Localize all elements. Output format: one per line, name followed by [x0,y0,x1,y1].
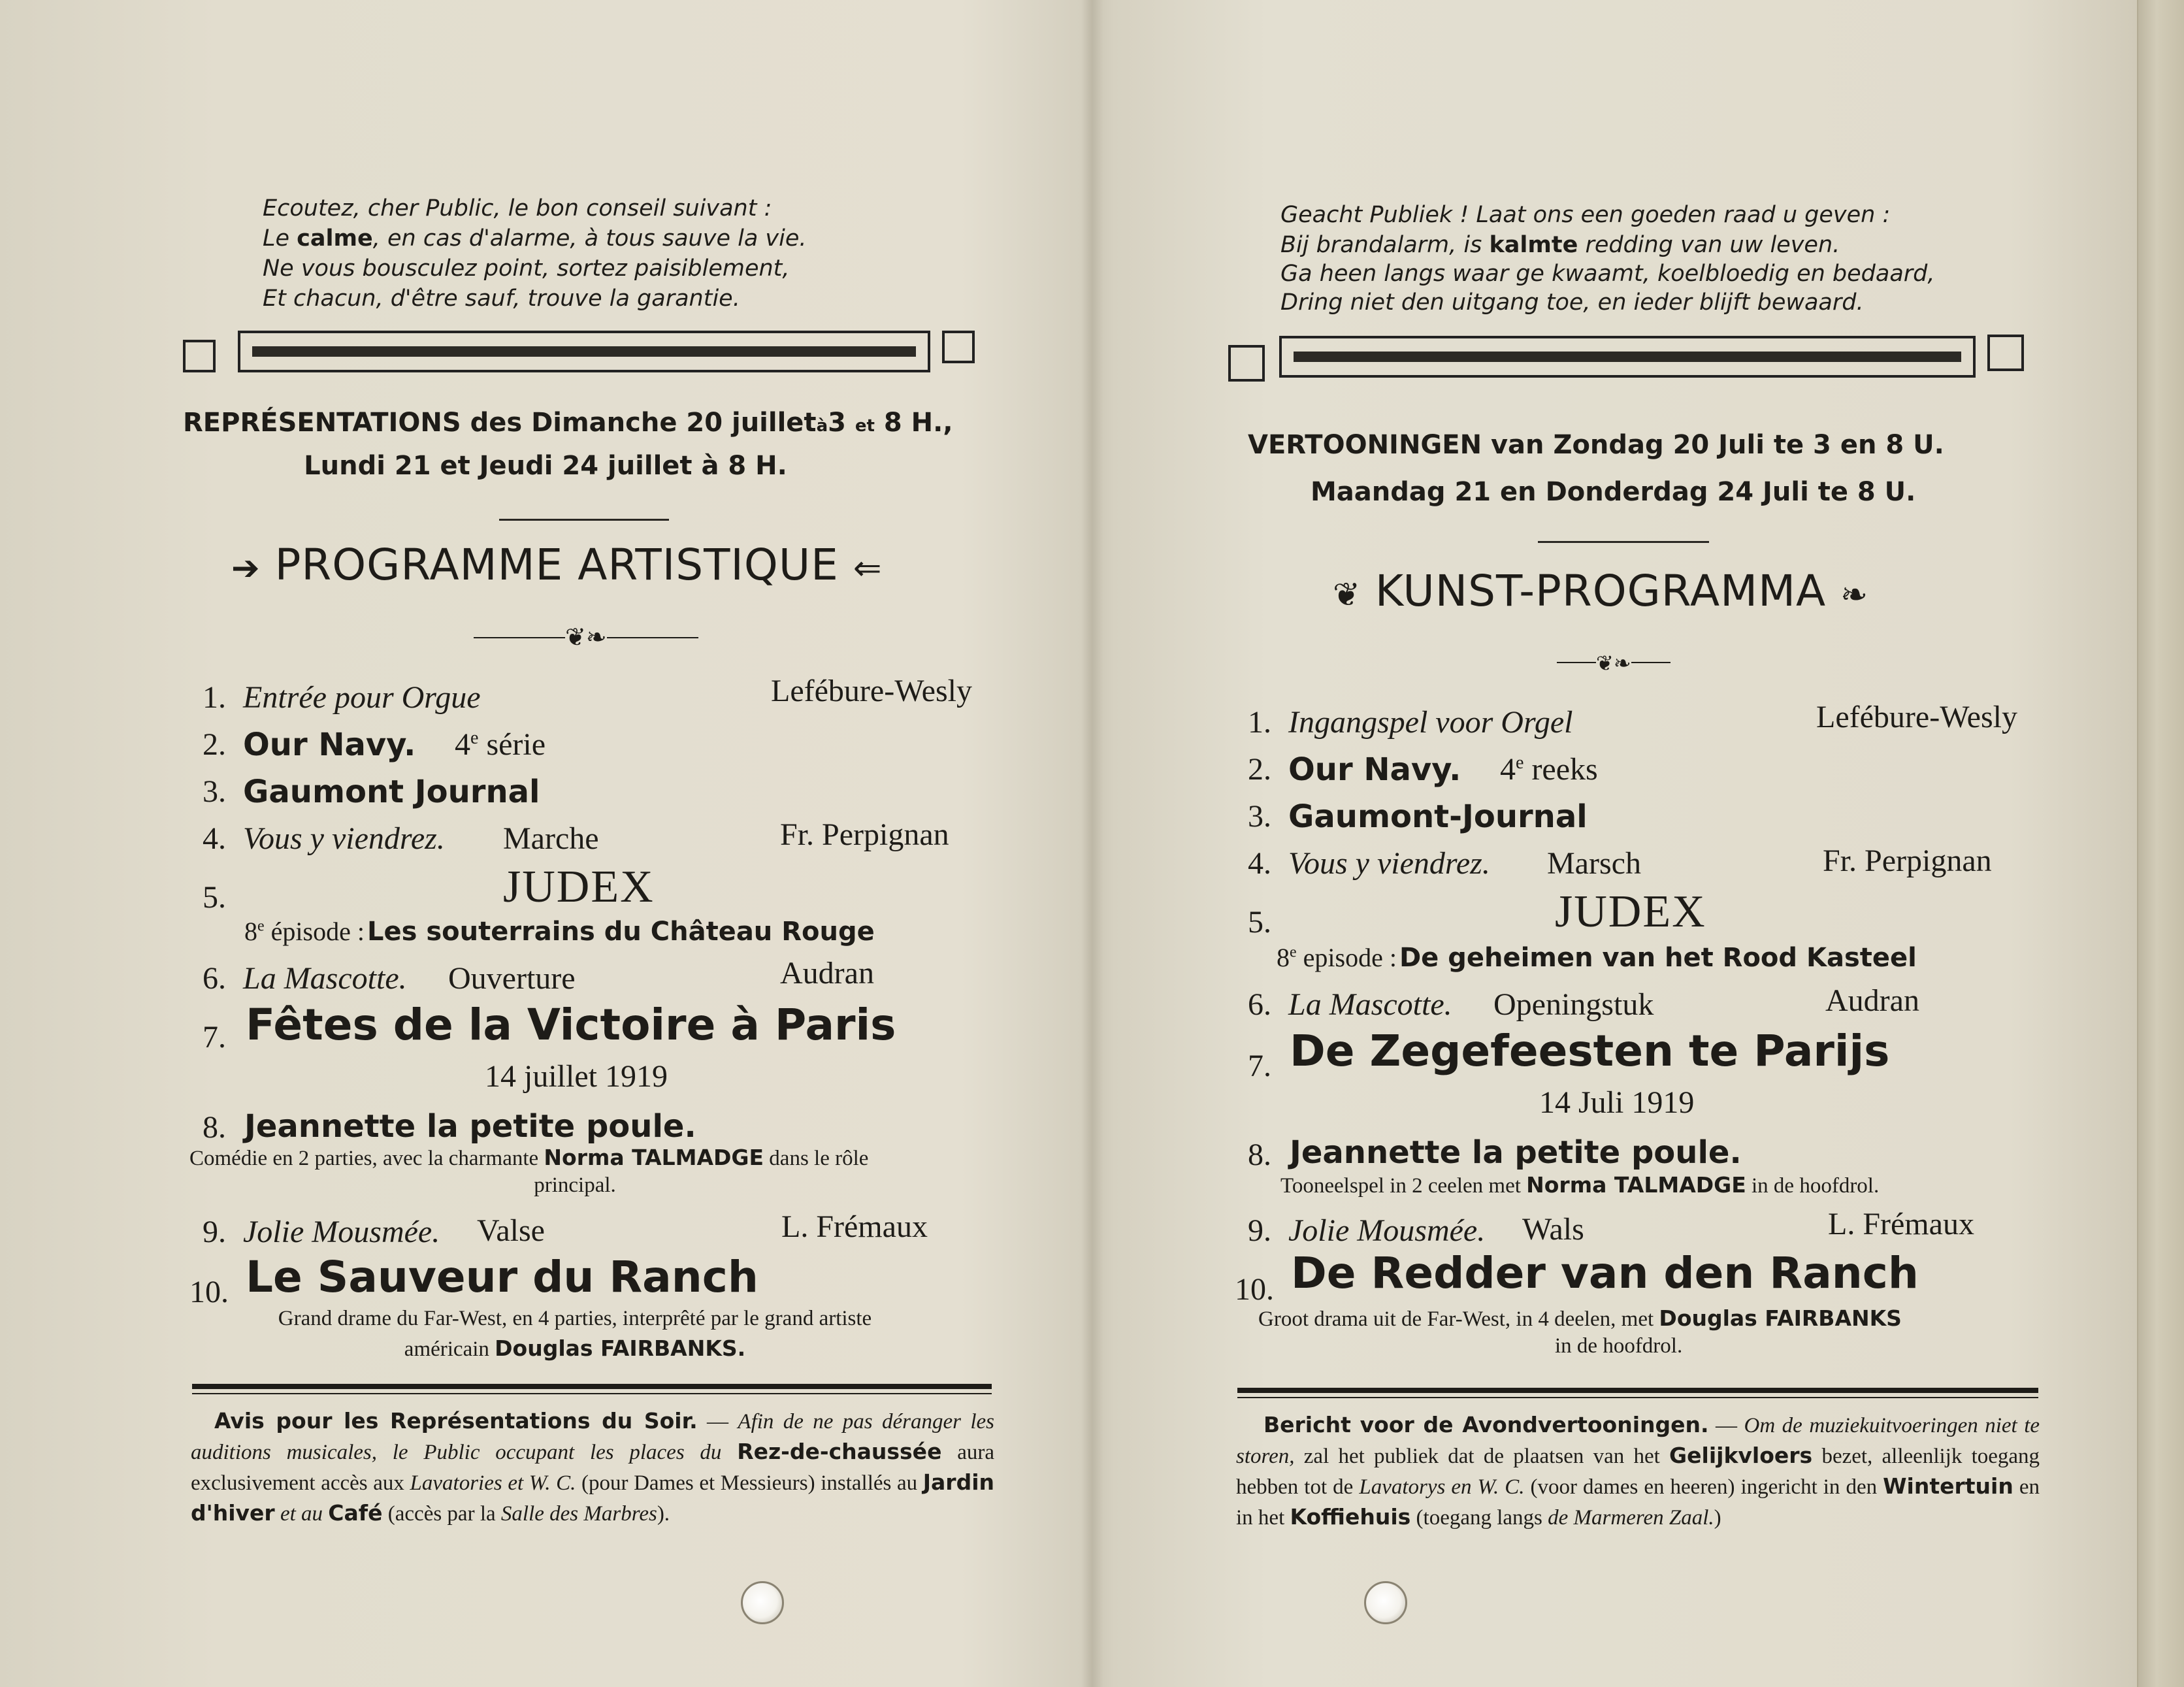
rule-thick [192,1384,992,1389]
item-number: 3. [1248,799,1271,834]
dutch-page [1222,0,2051,1687]
frame-bar [238,331,930,372]
item-title: Ingangspel voor Orgel [1288,705,1573,740]
item-composer: L. Frémaux [1828,1207,1974,1241]
frame-square-right [942,331,975,363]
performances-heading-line-2: Maandag 21 en Donderdag 24 Juli te 8 U. [1311,477,1916,507]
frame-square-left [183,340,216,372]
frame-square-right [1987,335,2024,371]
item-number: 4. [1248,846,1271,881]
performances-heading-line-1: VERTOONINGEN van Zondag 20 Juli te 3 en 8 U. [1248,430,1944,460]
item-detail: 4e reeks [1500,752,1598,787]
poem-line-1: Geacht Publiek ! Laat ons een goeden raad u geven : [1280,202,1891,228]
item-title: Gaumont-Journal [1288,798,1588,835]
item-title: De Zegefeesten te Parijs [1290,1026,1890,1076]
item-number: 7. [1248,1049,1271,1083]
item-detail: Marche [503,821,599,856]
item-detail: Valse [477,1213,545,1248]
item-composer: Audran [780,956,874,991]
item-title: Jeannette la petite poule. [244,1108,696,1145]
item-detail: Wals [1522,1212,1584,1247]
item-number: 5. [203,880,226,915]
poem-line-4: Dring niet den uitgang toe, en ieder blijft bewaard. [1280,289,1864,316]
item-composer: Lefébure-Wesly [1816,700,2017,734]
item-description-line-2: in de hoofdrol. [1555,1334,1683,1358]
item-title: Jolie Mousmée. [243,1215,440,1249]
item-title: Jolie Mousmée. [1288,1213,1486,1248]
poem-line-1: Ecoutez, cher Public, le bon conseil suivant : [263,195,772,221]
frame-square-left [1228,345,1265,382]
ornament-divider: ❦❧ [1557,644,1671,678]
item-description: Tooneelspel in 2 ceelen met Norma TALMADGE in de hoofdrol. [1280,1172,1880,1198]
item-composer: Fr. Perpignan [1823,844,1992,878]
item-detail: Marsch [1547,846,1641,881]
item-number: 3. [203,774,226,809]
ornament-divider: ❦❧ [474,619,698,653]
evening-notice: Bericht voor de Avondvertooningen. — Om de muziekuitvoeringen niet te storen, zal het publiek dat de plaatsen van het Gelijkvloers bezet, alleenlijk toegang hebben tot de Lavatorys en W. C. (voor dames en heeren) ingericht in den Wintertuin en in het Koffiehuis (toegang langs de Marmeren Zaal.) [1236,1412,2040,1530]
item-composer: L. Frémaux [781,1209,928,1244]
french-page [170,0,1026,1687]
item-number: 1. [203,680,226,715]
item-composer: Audran [1825,983,1919,1018]
item-number: 10. [189,1275,229,1309]
poem-line-3: Ne vous bousculez point, sortez paisiblement, [263,255,790,282]
item-title: La Mascotte. [1288,987,1452,1022]
item-title: JUDEX [1555,887,1706,937]
item-title: Our Navy. [1288,751,1461,788]
arrow-right-icon: ➔ [231,549,261,588]
item-title: Gaumont Journal [243,774,540,810]
short-separator [499,519,669,521]
item-number: 4. [203,821,226,856]
arrow-left-icon: ⇐ [853,549,883,588]
poem-line-3: Ga heen langs waar ge kwaamt, koelbloedig en bedaard, [1280,261,1935,287]
item-title: Le Sauveur du Ranch [246,1252,758,1302]
item-date: 14 Juli 1919 [1539,1085,1695,1120]
performances-heading-line-2: Lundi 21 et Jeudi 24 juillet à 8 H. [304,451,787,481]
item-number: 8. [1248,1138,1271,1172]
item-description-line-2: principal. [534,1173,616,1197]
item-title: Our Navy. [243,727,416,763]
episode-line: 8e episode : De geheimen van het Rood Kasteel [1277,943,1917,973]
programme-title: ➔ PROGRAMME ARTISTIQUE ⇐ [231,540,883,590]
item-number: 6. [1248,987,1271,1022]
item-title: De Redder van den Ranch [1291,1248,1919,1298]
item-title: La Mascotte. [243,961,407,996]
item-title: Entrée pour Orgue [243,680,481,715]
item-title: Vous y viendrez. [243,821,445,856]
item-title: Jeannette la petite poule. [1290,1134,1742,1171]
rule-thick [1237,1388,2038,1393]
item-description: Grand drame du Far-West, en 4 parties, interprêté par le grand artiste [278,1307,872,1330]
frame-bar [1279,336,1976,378]
item-number: 9. [1248,1213,1271,1248]
item-composer: Fr. Perpignan [780,817,949,852]
item-detail: Openingstuk [1493,987,1654,1022]
poem-line-2: Bij brandalarm, is kalmte redding van uw leven. [1280,232,1840,258]
leaf-ornament-icon: ❦ [1333,576,1361,614]
item-number: 10. [1235,1272,1274,1307]
item-title: Vous y viendrez. [1288,846,1490,881]
poem-line-4: Et chacun, d'être sauf, trouve la garantie. [263,286,740,312]
rule-thin [1237,1397,2038,1398]
leaf-ornament-icon: ❧ [1840,576,1869,614]
rule-thin [192,1393,992,1394]
episode-line: 8e épisode : Les souterrains du Château Rouge [244,917,875,947]
item-detail: Ouverture [448,961,576,996]
page-edge [2137,0,2184,1687]
short-separator [1538,541,1709,543]
item-description: Comédie en 2 parties, avec la charmante Norma TALMADGE dans le rôle [189,1145,869,1170]
item-date: 14 juillet 1919 [485,1059,668,1094]
item-title: Fêtes de la Victoire à Paris [246,1000,896,1050]
item-title: JUDEX [503,862,655,912]
poem-line-2: Le calme, en cas d'alarme, à tous sauve la vie. [263,225,807,252]
item-number: 2. [1248,752,1271,787]
item-number: 6. [203,961,226,996]
item-number: 8. [203,1110,226,1145]
item-number: 2. [203,727,226,762]
item-description-line-2: américain Douglas FAIRBANKS. [404,1335,746,1361]
item-composer: Lefébure-Wesly [771,674,972,708]
item-number: 7. [203,1020,226,1055]
item-number: 9. [203,1215,226,1249]
item-number: 5. [1248,905,1271,940]
evening-notice: Avis pour les Représentations du Soir. — Afin de ne pas déranger les auditions musicales, le Public occupant les places du Rez-de-chaussée aura exclusivement accès aux Lavatories et W. C. (pour Dames et Messieurs) installés au Jardin d'hiver et au Café (accès par la Salle des Marbres). [191,1408,995,1526]
center-fold [1081,0,1103,1687]
item-description: Groot drama uit de Far-West, in 4 deelen, met Douglas FAIRBANKS [1258,1305,1902,1331]
performances-heading-line-1: REPRÉSENTATIONS des Dimanche 20 juilletà3 et 8 H., [183,408,953,438]
item-detail: 4e série [455,727,546,762]
programme-title: ❦ KUNST-PROGRAMMA ❧ [1333,566,1869,616]
item-number: 1. [1248,705,1271,740]
